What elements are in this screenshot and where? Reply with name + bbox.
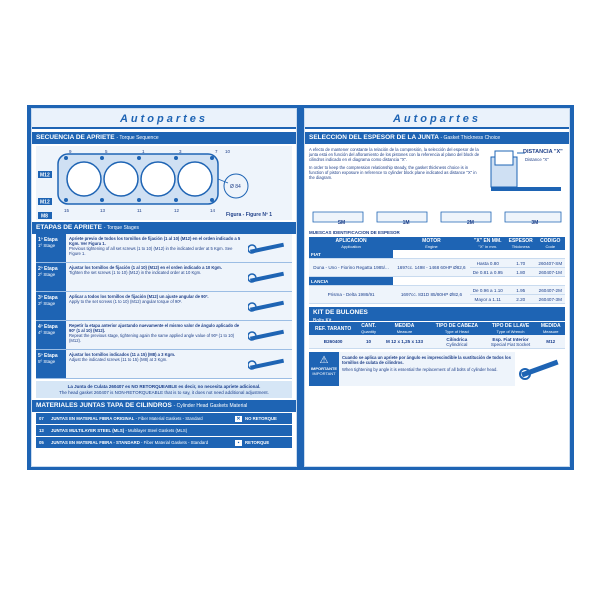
- kit-cell: B260400: [309, 335, 357, 349]
- table-cell: 1.70: [506, 259, 536, 268]
- thickness-sub: - Gasket Thickness Choice: [440, 135, 501, 141]
- gasket-drawing: [36, 146, 294, 220]
- torque-stages-title: ETAPAS DE APRIETE: [36, 224, 102, 231]
- column-header: "X" EN MM. "X" in mm.: [470, 237, 506, 250]
- bolt-number: 9: [69, 149, 72, 154]
- application-cell: Prisma - Delta 1986/91: [309, 286, 393, 304]
- thickness-table-header: [309, 237, 565, 250]
- kit-column-header: REF. TARANTO: [309, 322, 357, 335]
- materials-sub: - Cylinder Head Gaskets Material: [173, 403, 248, 409]
- kit-column-header: TIPO DE CABEZA Type of Head: [429, 322, 484, 335]
- stage-instruction-en: Tighten the set screws (1 to 10) (M12) in the indicated order at 10 Kgm.: [69, 270, 202, 275]
- wrench-icon: [244, 234, 292, 262]
- kit-column-header: MEDIDA Measure: [380, 322, 429, 335]
- stage-label: [36, 292, 66, 320]
- thickness-mark: SM: [337, 220, 346, 226]
- group-row: [309, 277, 565, 286]
- column-header: APLICACION Application: [309, 237, 393, 250]
- column-header: MOTOR Engine: [393, 237, 470, 250]
- bolt-number: 13: [100, 208, 106, 213]
- bolts-kit-table: [309, 322, 565, 349]
- thickness-mark: 2M: [466, 220, 474, 226]
- warning-icon: ⚠: [319, 355, 329, 366]
- wrench-icon: [244, 292, 292, 320]
- bolt-label-m8: M8: [41, 213, 48, 220]
- thickness-header: [305, 132, 569, 144]
- kit-cell: Cilíndrica Cylindrical: [429, 335, 484, 349]
- table-cell: 260407-3M: [536, 295, 565, 304]
- wrench-illustration: [515, 352, 565, 386]
- materials-title: MATERIALES JUNTAS TAPA DE CILINDROS: [36, 402, 172, 409]
- material-row: [36, 413, 292, 424]
- torque-sequence-title: SECUENCIA DE APRIETE: [36, 134, 115, 141]
- material-check-icon: ▪: [235, 440, 242, 446]
- intro-en: In order to keep the compression relationship steady, the gasket thickness choice is in function of piston exposure in reference to cylinder block plane indicated as distance "X" in the diagram.: [309, 165, 477, 180]
- stage-es: 1º Etapa: [38, 237, 58, 243]
- table-row: [309, 259, 565, 268]
- table-row: [309, 286, 565, 295]
- engine-cell: 1697cc. 1498 - 1468 60HP Ø82,6: [393, 259, 470, 277]
- bolt-number: 3: [179, 149, 182, 154]
- right-panel: [304, 108, 570, 467]
- material-code: 07: [39, 416, 44, 421]
- stage-row: [36, 321, 292, 350]
- stage-instruction-es: Ajustar los tornillos indicados (11 a 15) (M8) a 3 Kgm.: [69, 352, 176, 357]
- stage-label: [36, 234, 66, 262]
- thickness-table: [309, 237, 565, 304]
- torque-stages-sub: - Torque Stages: [103, 225, 140, 231]
- material-check-icon: ✕: [236, 415, 241, 422]
- bolts-kit-header: [309, 307, 565, 324]
- bolt-label-m12-bottom: M12: [40, 199, 50, 206]
- wrench-icon: [244, 263, 292, 291]
- important-label-en: IMPORTANT: [312, 371, 336, 376]
- engine-cell: 1697cc. 831D 85/80HP Ø82,6: [393, 286, 470, 304]
- kit-table-row: [309, 335, 565, 349]
- material-desc-en: - Multilayer Steel Gaskets (MLS): [125, 428, 188, 433]
- table-cell: 260407-2M: [536, 286, 565, 295]
- important-en: When tightening by angle it is essential the replacement of all bolts of cylinder head.: [342, 367, 498, 372]
- stage-es: 2º Etapa: [38, 266, 58, 272]
- important-box: [309, 352, 565, 386]
- bore-diameter-label: Ø 84: [230, 184, 241, 190]
- kit-column-header: CANT. Quantity: [357, 322, 380, 335]
- important-es: Cuando se aplica un apriete por ángulo es imprescindible la sustitución de todos los tornillos de culata de cilindros.: [342, 355, 511, 365]
- figure-caption: Figura - Figure Nº 1: [226, 212, 272, 218]
- material-desc-en: - Fiber Material Gaskets - Standard: [135, 416, 203, 421]
- bolt-label-m12-top: M12: [40, 172, 50, 179]
- table-cell: Hasta 0.80: [470, 259, 506, 268]
- torque-sequence-header: [32, 132, 296, 144]
- thickness-title: SELECCION DEL ESPESOR DE LA JUNTA: [309, 134, 439, 141]
- application-cell: Duna - Uno - Fiorino Regatta 1985/...: [309, 259, 393, 277]
- column-header: CODIGO Code: [536, 237, 565, 250]
- stage-instruction-en: Repeat the previous stage, tightening again the same applied angle value of 90º (1 to 10) (M12).: [69, 333, 235, 343]
- table-cell: 260407-1M: [536, 268, 565, 277]
- material-row: [36, 425, 292, 436]
- stage-en: 2º Stage: [38, 272, 56, 277]
- materials-header: [32, 400, 296, 412]
- bolt-number: 5: [105, 149, 108, 154]
- stage-instruction-en: Previous tightening of all set screws (1 to 10) (M12) in the indicated order at 5 Kgm. See Figure 1.: [69, 246, 233, 256]
- stage-en: 5º Stage: [38, 359, 56, 364]
- stage-instruction-es: Ajustar los tornillos de fijación (1 al 10) (M12) en el orden indicado a 10 Kgm.: [69, 265, 222, 270]
- group-label: FIAT: [309, 250, 393, 259]
- material-list: [32, 413, 296, 448]
- bolt-number: 1: [142, 149, 145, 154]
- stage-en: 1º Stage: [38, 243, 56, 248]
- material-tag: RETORQUE: [245, 440, 270, 445]
- material-desc: JUNTAS EN MATERIAL FIBRA ORIGINAL: [51, 416, 135, 421]
- stage-instruction-en: Adjust the indicated screws (11 to 15) (M8) at 3 Kgm.: [69, 357, 168, 362]
- material-desc: JUNTAS MULTILAYER STEEL (MLS): [51, 428, 125, 433]
- gasket-diagram: [36, 146, 292, 220]
- torque-wrench-icon: [517, 354, 563, 384]
- material-desc: JUNTAS EN MATERIAL FIBRA - STANDARD: [51, 440, 140, 445]
- important-badge: [309, 352, 339, 386]
- important-label: IMPORTANTE: [310, 366, 338, 371]
- brand-header: Autopartes: [32, 109, 296, 129]
- stage-instruction-en: Apply to the set screws (1 to 10) (M12) angular torque of 90º.: [69, 299, 183, 304]
- table-cell: 1.80: [506, 268, 536, 277]
- material-row: [36, 437, 292, 448]
- thickness-mark: 1M: [402, 220, 410, 226]
- column-header: ESPESOR Thickness: [506, 237, 536, 250]
- catalog-sheet: [27, 105, 574, 470]
- intro-es: A efecto de mantener constante la relación de la compresión, la selección del espesor de la junta está en función del afloramiento de los pistones con la referencia al plano del block de cilindros indicado en el diagrama como distancia "X".: [309, 147, 480, 162]
- note-en: The head gasket 260407 is NON-RETORQUEABLE that is to say, it does not need additional adjustment.: [59, 389, 269, 395]
- bolt-number: 10: [225, 149, 231, 154]
- stage-en: 4º Stage: [38, 330, 56, 335]
- stage-es: 4º Etapa: [38, 324, 58, 330]
- table-cell: Mayor a 1.11: [470, 295, 506, 304]
- stage-row: [36, 292, 292, 321]
- stage-row: [36, 234, 292, 263]
- stage-label: [36, 350, 66, 378]
- material-code: 05: [39, 440, 44, 445]
- piston-icon: [487, 147, 565, 205]
- table-cell: De 0.96 a 1.10: [470, 286, 506, 295]
- stage-instruction-es: Aplicar a todos los tornillos de fijación (M12) un ajuste angular de 90º.: [69, 294, 209, 299]
- kit-cell: 10: [357, 335, 380, 349]
- kit-table-header: [309, 322, 565, 335]
- note-es: La Junta de Culata 260407 es NO RETORQUEABLE es decir, no necesita apriete adicional.: [67, 384, 261, 389]
- thickness-marks: [309, 208, 565, 230]
- stage-label: [36, 263, 66, 291]
- stage-es: 5º Etapa: [38, 353, 58, 359]
- bolt-number: 12: [174, 208, 180, 213]
- piston-diagram: [487, 147, 565, 205]
- muescas-label: MUESCAS IDENTIFICACION DE ESPESOR: [309, 230, 400, 235]
- material-code: 13: [39, 428, 44, 433]
- thickness-mark: 3M: [531, 220, 539, 226]
- stage-list: [32, 234, 296, 379]
- bolt-number: 7: [215, 149, 218, 154]
- kit-column-header: TIPO DE LLAVE Type of Wrench: [485, 322, 537, 335]
- thickness-table-grid: [309, 237, 565, 304]
- torque-stages-header: [32, 222, 296, 234]
- torque-sequence-sub: - Torque Sequence: [116, 135, 159, 141]
- table-cell: 1.95: [506, 286, 536, 295]
- mark-labels: [309, 220, 567, 226]
- wrench-icon: [244, 350, 292, 378]
- distance-x-en: Distance "X": [525, 157, 549, 162]
- stage-label: [36, 321, 66, 349]
- kit-sub: Bolts Kit: [313, 318, 332, 324]
- kit-title: KIT DE BULONES: [313, 309, 368, 316]
- table-cell: De 0.81 a 0.95: [470, 268, 506, 277]
- distance-x-label: DISTANCIA "X": [523, 149, 563, 155]
- stage-instruction-es: Apriete previo de todos los tornillos de fijación (1 al 10) (M12) en el orden indicado a 5 Kgm. Ver Figura 1.: [69, 236, 241, 246]
- kit-cell: Esp. Fiat Interior Special Fiat Socket: [485, 335, 537, 349]
- left-panel: [31, 108, 297, 467]
- bolts-kit-grid: [309, 322, 565, 349]
- kit-column-header: MEDIDA Measure: [537, 322, 566, 335]
- stage-es: 3º Etapa: [38, 295, 58, 301]
- group-label: LANCIA: [309, 277, 393, 286]
- wrench-icon: [244, 321, 292, 349]
- group-row: [309, 250, 565, 259]
- stage-row: [36, 263, 292, 292]
- table-cell: 2.20: [506, 295, 536, 304]
- stage-instruction-es: Repetir la etapa anterior ajustando nuevamente el mismo valor de ángulo aplicado de 90º (1 al 10) (M12).: [69, 323, 240, 333]
- kit-cell: M 12 x 1,25 x 133: [380, 335, 429, 349]
- bolt-number: 14: [210, 208, 216, 213]
- stage-en: 3º Stage: [38, 301, 56, 306]
- bolt-number: 11: [137, 208, 142, 213]
- stage-row: [36, 350, 292, 379]
- retorque-note: [36, 381, 292, 398]
- material-tag: NO RETORQUE: [245, 416, 277, 421]
- kit-cell: M12: [537, 335, 566, 349]
- material-desc-en: - Fiber Material Gaskets - Standard: [141, 440, 209, 445]
- table-cell: 260407-SM: [536, 259, 565, 268]
- bolt-number: 15: [64, 208, 70, 213]
- thickness-intro: [309, 147, 565, 205]
- gasket-marks-drawing: [309, 208, 567, 230]
- brand-header-right: Autopartes: [305, 109, 569, 129]
